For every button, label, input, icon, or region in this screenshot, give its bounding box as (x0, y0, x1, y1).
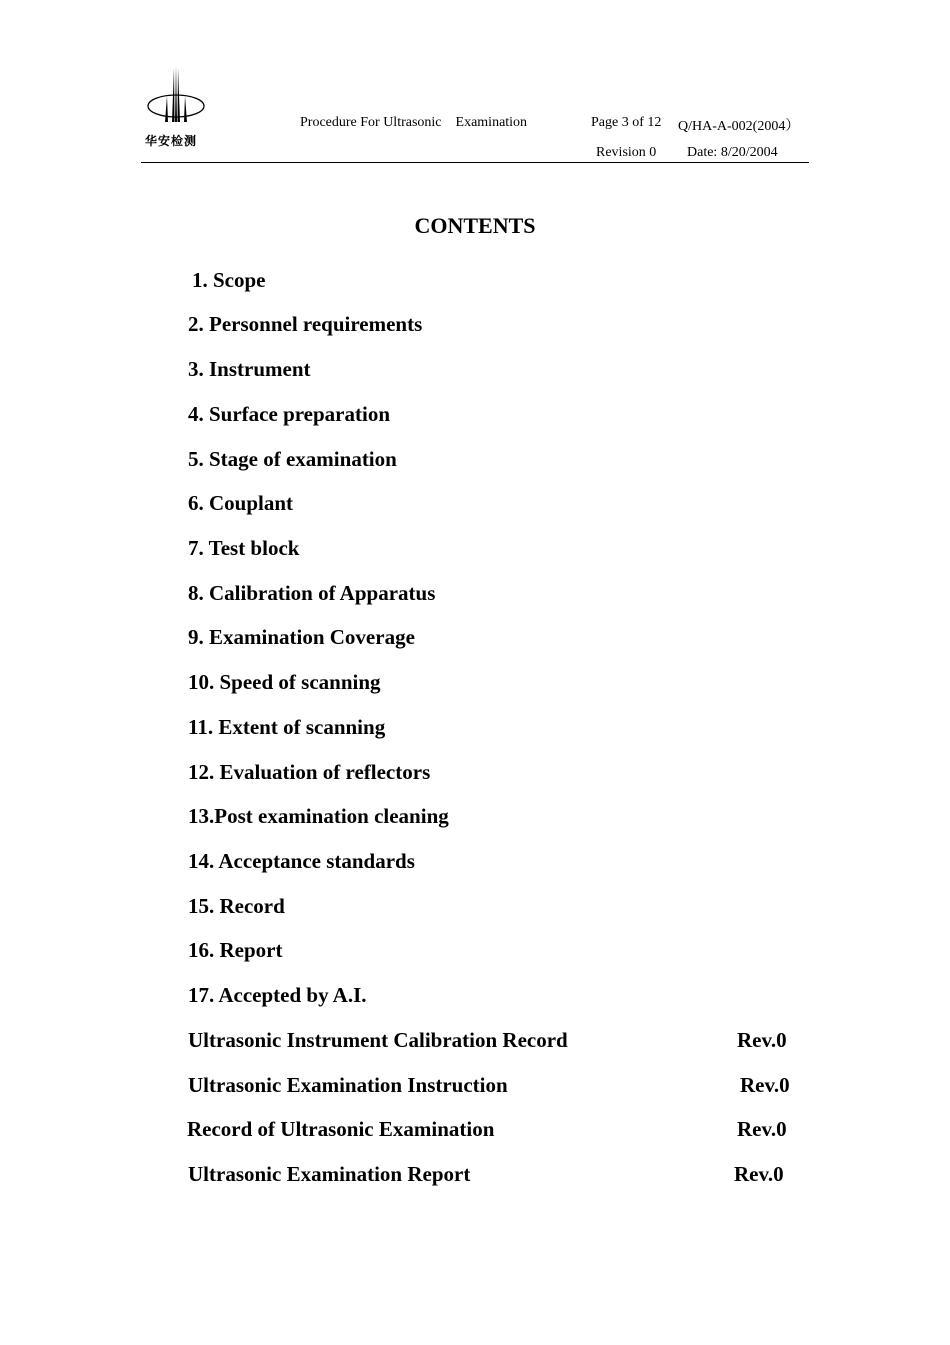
header-revision: Revision 0 (596, 145, 657, 160)
form-entry-revision: Rev.0 (737, 1117, 787, 1141)
toc-item: 1. Scope (192, 268, 266, 292)
header-document-code: Q/HA-A-002(2004） (678, 119, 800, 134)
form-entry-revision: Rev.0 (737, 1028, 787, 1052)
toc-item: 13.Post examination cleaning (188, 804, 449, 828)
form-entry-label: Record of Ultrasonic Examination (187, 1117, 495, 1141)
toc-item: 7. Test block (188, 536, 300, 560)
toc-item: 12. Evaluation of reflectors (188, 760, 431, 784)
toc-item: 6. Couplant (188, 491, 294, 515)
form-entry-label: Ultrasonic Examination Instruction (188, 1073, 508, 1097)
toc-item: 17. Accepted by A.I. (188, 983, 367, 1007)
toc-item: 9. Examination Coverage (188, 625, 415, 649)
toc-item: 16. Report (188, 938, 283, 962)
form-entry-label: Ultrasonic Instrument Calibration Record (188, 1028, 568, 1052)
header-date: Date: 8/20/2004 (687, 145, 778, 160)
header-page-number: Page 3 of 12 (591, 115, 662, 130)
contents-title: CONTENTS (414, 213, 536, 238)
toc-item: 15. Record (188, 894, 285, 918)
company-logo-text: 华安检测 (145, 134, 198, 148)
toc-item: 2. Personnel requirements (188, 312, 423, 336)
toc-item: 3. Instrument (188, 357, 311, 381)
company-logo-icon (145, 66, 207, 122)
toc-item: 4. Surface preparation (188, 402, 391, 426)
toc-item: 14. Acceptance standards (188, 849, 415, 873)
toc-item: 5. Stage of examination (188, 447, 397, 471)
toc-item: 8. Calibration of Apparatus (188, 581, 436, 605)
toc-item: 10. Speed of scanning (188, 670, 381, 694)
header-divider (141, 162, 809, 163)
form-entry-label: Ultrasonic Examination Report (188, 1162, 471, 1186)
form-entry-revision: Rev.0 (734, 1162, 784, 1186)
header-document-title: Procedure For Ultrasonic Examination (300, 115, 528, 130)
toc-item: 11. Extent of scanning (188, 715, 386, 739)
form-entry-revision: Rev.0 (740, 1073, 790, 1097)
